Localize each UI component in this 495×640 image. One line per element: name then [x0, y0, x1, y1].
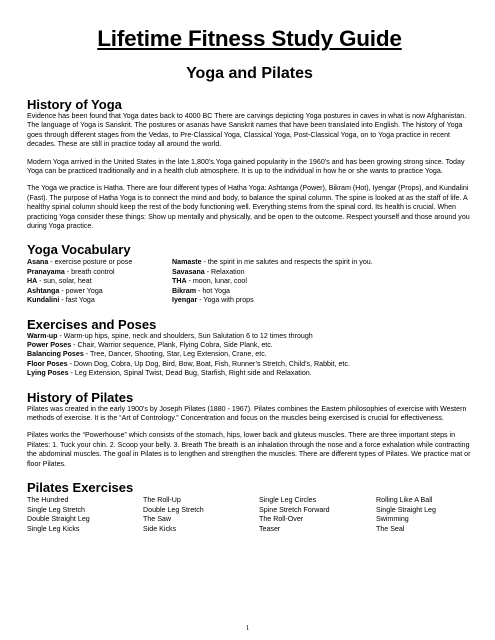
exercise-item: Single Leg Stretch — [27, 505, 85, 514]
vocab-left-0: Asana - exercise posture or pose — [27, 258, 133, 267]
exercise-item: Rolling Like A Ball — [376, 495, 433, 504]
history-of-yoga-paragraph-2: Modern Yoga arrived in the United States in the late 1,800’s.Yoga gained popularity in the 1960’s and has been growing strong since. Today Yoga can be practiced traditionally and in a health club atmosphere. It is up to the individual in how he or she wants to practice Yoga. — [27, 157, 465, 176]
vocab-right-1: Savasana - Relaxation — [172, 267, 245, 276]
history-of-pilates-paragraph-1: Pilates was created in the early 1900’s by Joseph Pilates (1880 - 1967). Pilates combines the Eastern philosophies of exercise with Western methods of exercise. It is the “Art of Contrology.” Concentration and focus on the muscles being exercised is crucial for effectiveness. — [27, 404, 467, 422]
page-subtitle: Yoga and Pilates — [186, 65, 313, 82]
exercise-item: Single Leg Circles — [259, 495, 317, 504]
history-of-yoga-paragraph-1: Evidence has been found that Yoga dates back to 4000 BC There are carvings depicting Yoga postures in caves in what is now Afghanistan. The language of Yoga is Sanskrit. The postures or asanas have Sanskrit names that have been translated into English. The history of Yoga goes through different stages from the Vedas, to Pre-Classical Yoga, Classical Yoga, Post-Classical Yoga, on to Yoga practice in recent decades. These are still in practice today all around the world. — [27, 112, 467, 149]
exercise-item: Single Straight Leg — [376, 505, 436, 514]
exercise-item: The Hundred — [27, 495, 69, 504]
exercise-item: Double Straight Leg — [27, 515, 90, 524]
exercise-item: Spine Stretch Forward — [259, 505, 330, 514]
page-title: Lifetime Fitness Study Guide — [97, 26, 402, 51]
pose-item-power: Power Poses - Chair, Warrior sequence, Plank, Flying Cobra, Side Plank, etc. — [27, 340, 273, 349]
exercise-item: Single Leg Kicks — [27, 524, 80, 533]
exercise-item: Side Kicks — [143, 524, 177, 533]
history-of-yoga-section — [27, 97, 472, 231]
page-number: 1 — [245, 624, 250, 632]
exercise-item: Teaser — [259, 524, 281, 533]
exercises-and-poses-section — [27, 317, 472, 379]
pose-item-balancing: Balancing Poses - Tree, Dancer, Shooting, Star, Leg Extension, Crane, etc. — [27, 350, 267, 359]
vocab-right-3: Bikram - hot Yoga — [172, 286, 230, 295]
exercise-item: The Roll-Over — [259, 515, 304, 524]
study-guide-page — [27, 26, 472, 534]
vocab-left-4: Kundalini - fast Yoga — [27, 296, 95, 305]
yoga-vocabulary-section — [27, 242, 472, 305]
history-of-yoga-heading: History of Yoga — [27, 97, 122, 112]
pose-item-floor: Floor Poses - Down Dog, Cobra, Up Dog, Bird, Bow, Boat, Fish, Runner’s Stretch, Child’s, Rabbit, etc. — [27, 359, 350, 368]
history-of-yoga-paragraph-3: The Yoga we practice is Hatha. There are four different types of Hatha Yoga: Ashtanga (Power), Bikram (Hot), Iyengar (Props), and Kundalini (Fast). The purpose of Hatha Yoga is to connect the mind and body, to balance the spinal column. The spine is looked at as the staff of life. A healthy spinal column should keep the rest of the body functioning well. Everything stems from the spinal cord. Its health is crucial. When practicing Yoga consider these things: Show up mentally and physically, and be open to the outcome. Respect yourself and those around you during Yoga practice. — [27, 184, 470, 231]
pose-item-lying: Lying Poses - Leg Extension, Spinal Twist, Dead Bug, Starfish, Right side and Relaxation. — [27, 369, 312, 378]
vocab-right-0: Namaste - the spirit in me salutes and respects the spirit in you. — [172, 258, 373, 267]
vocab-left-3: Ashtanga - power Yoga — [27, 286, 103, 295]
pose-item-warm-up: Warm-up - Warm-up hips, spine, neck and shoulders, Sun Salutation 6 to 12 times through — [27, 331, 313, 340]
history-of-pilates-section — [27, 390, 472, 469]
exercises-and-poses-heading: Exercises and Poses — [27, 316, 157, 332]
yoga-vocabulary-heading: Yoga Vocabulary — [27, 242, 131, 258]
vocab-left-2: HA - sun, solar, heat — [27, 277, 92, 286]
vocab-right-2: THA - moon, lunar, cool — [172, 277, 247, 286]
exercise-item: The Seal — [376, 524, 405, 533]
vocab-left-1: Pranayama - breath control — [27, 267, 115, 276]
exercise-item: Swimming — [376, 515, 409, 524]
history-of-pilates-paragraph-2: Pilates works the “Powerhouse” which consists of the stomach, hips, lower back and gluteus muscles. There are three important steps in Pilates: 1. Tuck your chin. 2. Scoop your belly. 3. Breath The breath is an inhalation through the nose and a force exhalation while contracting the abdominal muscles. The goal in Pilates is to lengthen and strengthen the muscles. There are different types of Pilates. We practice mat or floor Pilates. — [27, 431, 471, 468]
history-of-pilates-heading: History of Pilates — [27, 389, 134, 405]
pilates-exercises-section — [27, 480, 472, 534]
vocab-right-4: Iyengar - Yoga with props — [172, 296, 254, 305]
pilates-exercises-heading: Pilates Exercises — [27, 479, 134, 495]
vocabulary-grid — [27, 258, 472, 305]
exercise-item: The Roll-Up — [143, 495, 181, 504]
pilates-exercises-grid — [27, 496, 472, 534]
exercise-item: Double Leg Stretch — [143, 505, 204, 514]
exercise-item: The Saw — [143, 515, 171, 524]
poses-list — [27, 332, 472, 379]
